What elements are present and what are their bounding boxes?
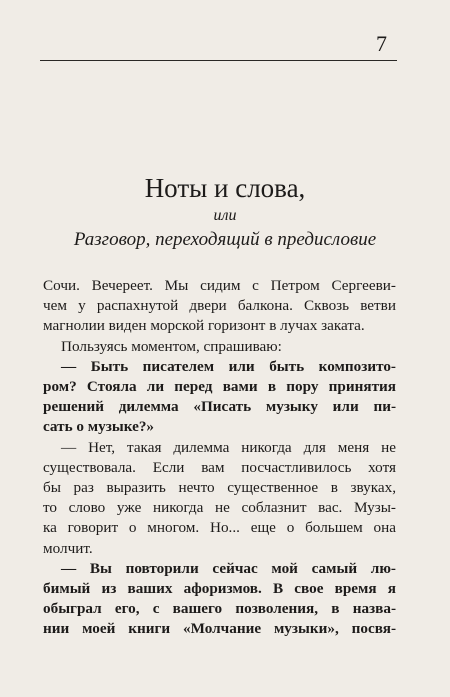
answer-line: ка говорит о многом. Но... еще о большем она: [43, 519, 396, 537]
text-line: Сочи. Вечереет. Мы сидим с Петром Сергееви-: [43, 277, 396, 294]
answer-line: молчит.: [43, 539, 93, 557]
question-line: — Вы повторили сейчас мой самый лю-: [61, 559, 396, 577]
chapter-heading: [0, 172, 450, 252]
text-line: чем у распахнутой двери балкона. Сквозь ветви: [43, 297, 396, 315]
question-line: — Быть писателем или быть композито-: [61, 357, 396, 375]
answer-line: — Нет, такая дилемма никогда для меня не: [61, 438, 396, 456]
question-line: нии моей книги «Молчание музыки», посвя-: [43, 620, 396, 638]
question-line: сать о музыке?»: [43, 418, 155, 436]
body-text: [43, 276, 396, 640]
header-rule: [40, 60, 397, 61]
question-line: ром? Стояла ли перед вами в пору принятия: [43, 378, 396, 396]
question-line: бимый из ваших афоризмов. В свое время я: [43, 580, 396, 598]
text-line: магнолии виден морской горизонт в лучах заката.: [43, 317, 365, 335]
chapter-subtitle: Разговор, переходящий в предисловие: [73, 229, 377, 250]
question-line: обыграл его, с вашего позволения, в назва-: [43, 600, 396, 618]
answer-line: то слово уже никогда не соблазнит вас. Музы-: [43, 499, 396, 517]
page-number: 7: [376, 31, 387, 56]
chapter-title: Ноты и слова,: [144, 173, 306, 203]
answer-line: существовала. Если вам посчастливилось хотя: [43, 458, 396, 476]
text-line: Пользуясь моментом, спрашиваю:: [61, 337, 282, 355]
chapter-or: или: [213, 207, 237, 224]
answer-line: бы раз выразить нечто существенное в звуках,: [43, 479, 396, 497]
question-line: решений дилемма «Писать музыку или пи-: [43, 398, 396, 416]
